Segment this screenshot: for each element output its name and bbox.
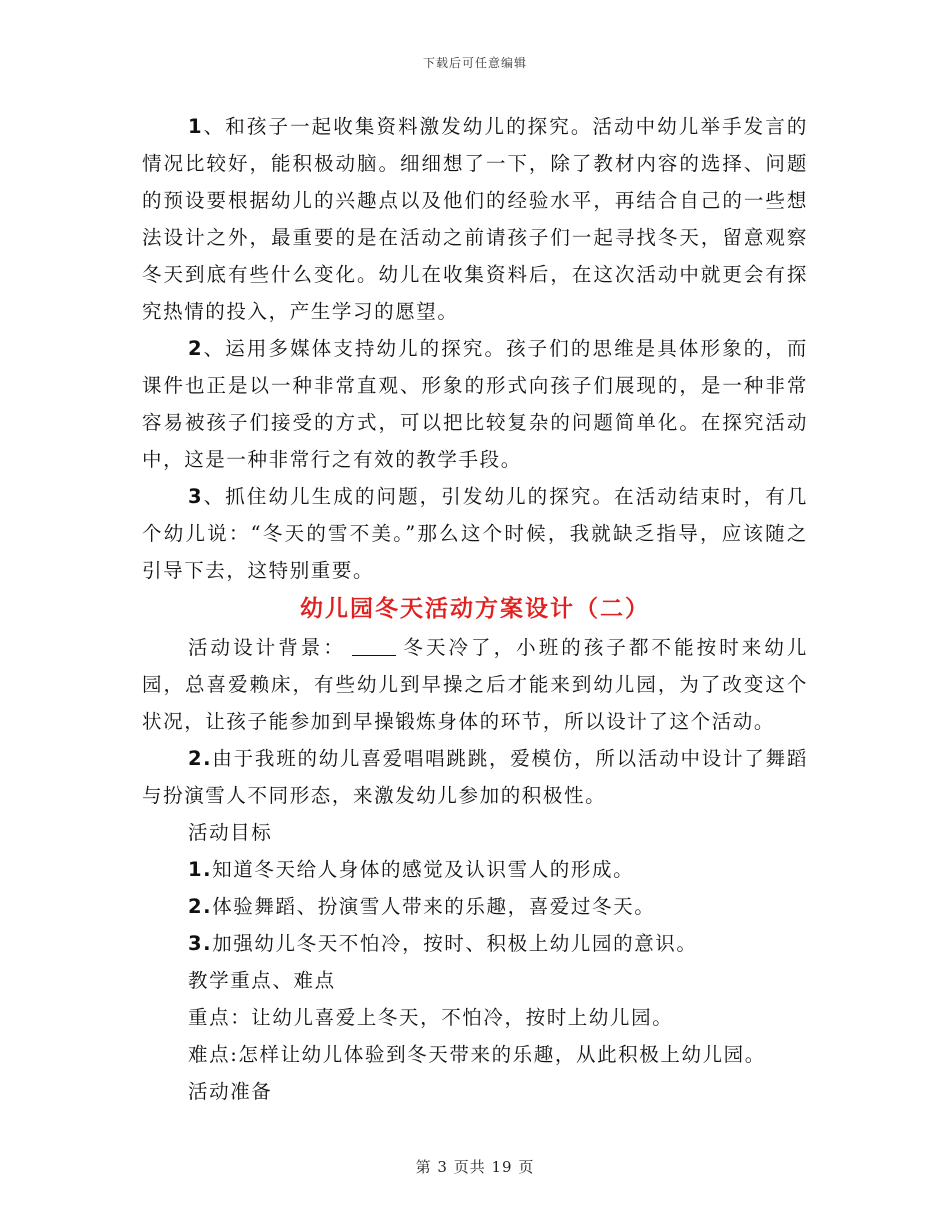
background-paragraph bbox=[142, 629, 808, 740]
goals-heading: 活动目标 bbox=[188, 821, 273, 844]
item-number: 3. bbox=[188, 932, 213, 955]
prep-heading: 活动准备 bbox=[188, 1080, 273, 1103]
key-heading: 教学重点、难点 bbox=[188, 969, 336, 992]
section-title: 幼儿园冬天活动方案设计（二） bbox=[300, 595, 650, 622]
key-point: 重点：让幼儿喜爱上冬天，不怕冷，按时上幼儿园。 bbox=[188, 1006, 674, 1029]
item-number: 1. bbox=[188, 858, 213, 881]
document-body bbox=[142, 108, 808, 1110]
point-2-paragraph bbox=[142, 740, 808, 814]
goal-text: 加强幼儿冬天不怕冷，按时、积极上幼儿园的意识。 bbox=[212, 932, 698, 955]
paragraph-text: 、运用多媒体支持幼儿的探究。孩子们的思维是具体形象的，而课件也正是以一种非常直观、形象的形式向孩子们展现的，是一种非常容易被孩子们接受的方式，可以把比较复杂的问题简单化。在探究活动中，这是一种非常行之有效的教学手段。 bbox=[142, 337, 808, 471]
item-number: 1 bbox=[188, 115, 204, 138]
goal-text: 体验舞蹈、扮演雪人带来的乐趣，喜爱过冬天。 bbox=[212, 895, 656, 918]
fill-in-blank bbox=[352, 637, 396, 656]
item-number: 2. bbox=[188, 895, 213, 918]
difficulty-point: 难点:怎样让幼儿体验到冬天带来的乐趣，从此积极上幼儿园。 bbox=[188, 1043, 766, 1066]
paragraph-3 bbox=[142, 478, 808, 589]
paragraph-2 bbox=[142, 330, 808, 478]
page-header: 下载后可任意编辑 bbox=[422, 56, 527, 70]
paragraph-text: 、抓住幼儿生成的问题，引发幼儿的探究。在活动结束时，有几个幼儿说：“冬天的雪不美。”那么这个时候，我就缺乏指导，应该随之引导下去，这特别重要。 bbox=[142, 485, 808, 582]
paragraph-1 bbox=[142, 108, 808, 330]
background-label: 活动设计背景： bbox=[188, 636, 346, 659]
paragraph-text: 由于我班的幼儿喜爱唱唱跳跳，爱模仿，所以活动中设计了舞蹈与扮演雪人不同形态，来激发幼儿参加的积极性。 bbox=[142, 747, 808, 807]
page-footer: 第 3 页共 19 页 bbox=[415, 1158, 535, 1176]
goal-item bbox=[142, 851, 808, 888]
goal-item bbox=[142, 925, 808, 962]
item-number: 2 bbox=[188, 337, 204, 360]
goal-item bbox=[142, 888, 808, 925]
goal-text: 知道冬天给人身体的感觉及认识雪人的形成。 bbox=[212, 858, 635, 881]
item-number: 3 bbox=[188, 485, 204, 508]
item-number: 2. bbox=[188, 747, 213, 770]
paragraph-text: 、和孩子一起收集资料激发幼儿的探究。活动中幼儿举手发言的情况比较好，能积极动脑。细细想了一下，除了教材内容的选择、问题的预设要根据幼儿的兴趣点以及他们的经验水平，再结合自己的一些想法设计之外，最重要的是在活动之前请孩子们一起寻找冬天，留意观察冬天到底有些什么变化。幼儿在收集资料后，在这次活动中就更会有探究热情的投入，产生学习的愿望。 bbox=[142, 115, 808, 323]
background-text: 冬天冷了，小班的孩子都不能按时来幼儿园，总喜爱赖床，有些幼儿到早操之后才能来到幼儿园，为了改变这个状况，让孩子能参加到早操锻炼身体的环节，所以设计了这个活动。 bbox=[142, 636, 808, 733]
